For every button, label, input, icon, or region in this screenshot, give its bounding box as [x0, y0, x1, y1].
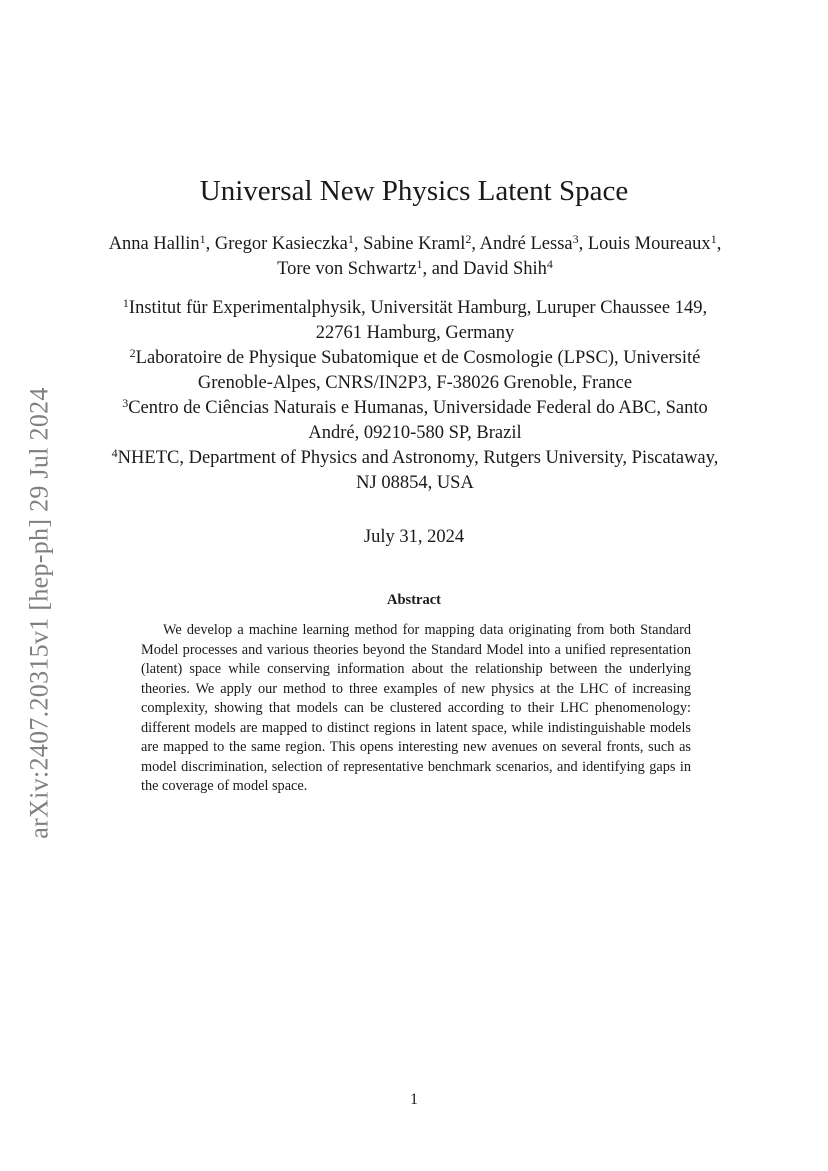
author: André Lessa$^3$,: [479, 232, 588, 254]
author: Gregor Kasieczka$^1$,: [214, 232, 364, 254]
arxiv-identifier: arXiv:2407.20315v1 [hep-ph] 29 Jul 2024: [25, 386, 55, 839]
abstract-body: We develop a machine learning method for mapping data originating from both Standard Model processes and various theories beyond the Standard Model into a unified representation (latent) space while conserving information about the relationship between the underlying theories. We apply our method to three examples of new physics at the LHC of increasing complexity, showing that models can be clustered according to their LHC phenomenology: different models are mapped to distinct regions in latent space, while indistinguishable models are mapped to the same region. This opens interesting new avenues on several fronts, such as model discrimination, selection of representative benchmark scenarios, and identifying gaps in the coverage of model space.: [141, 622, 691, 794]
affiliation: $^2$Laboratoire de Physique Subatomique et de Cosmologie (LPSC), Université Grenoble-Alpes, CNRS/IN2P3, F-38026 Grenoble, France: [129, 346, 701, 393]
affiliation-list: [100, 296, 730, 496]
author: Sabine Kraml$^2$,: [363, 232, 480, 254]
affiliation: $^4$NHETC, Department of Physics and Astronomy, Rutgers University, Piscataway, NJ 08854, USA: [111, 446, 719, 493]
publication-date: July 31, 2024: [363, 527, 465, 547]
affiliation: $^3$Centro de Ciências Naturais e Humanas, Universidade Federal do ABC, Santo André, 09210-580 SP, Brazil: [122, 396, 708, 443]
paper-title: Universal New Physics Latent Space: [199, 175, 629, 207]
arxiv-watermark: [20, 370, 60, 855]
author: David Shih$^4$: [463, 257, 553, 279]
abstract-heading: Abstract: [387, 592, 441, 608]
author-list: [100, 232, 730, 282]
author: Louis Moureaux$^1$,: [587, 232, 722, 254]
page-number: 1: [410, 1091, 418, 1108]
author: Tore von Schwartz$^1$, and: [277, 257, 464, 279]
author: Anna Hallin$^1$,: [108, 232, 215, 254]
affiliation: $^1$Institut für Experimentalphysik, Universität Hamburg, Luruper Chaussee 149, 22761 Hamburg, Germany: [122, 296, 708, 343]
